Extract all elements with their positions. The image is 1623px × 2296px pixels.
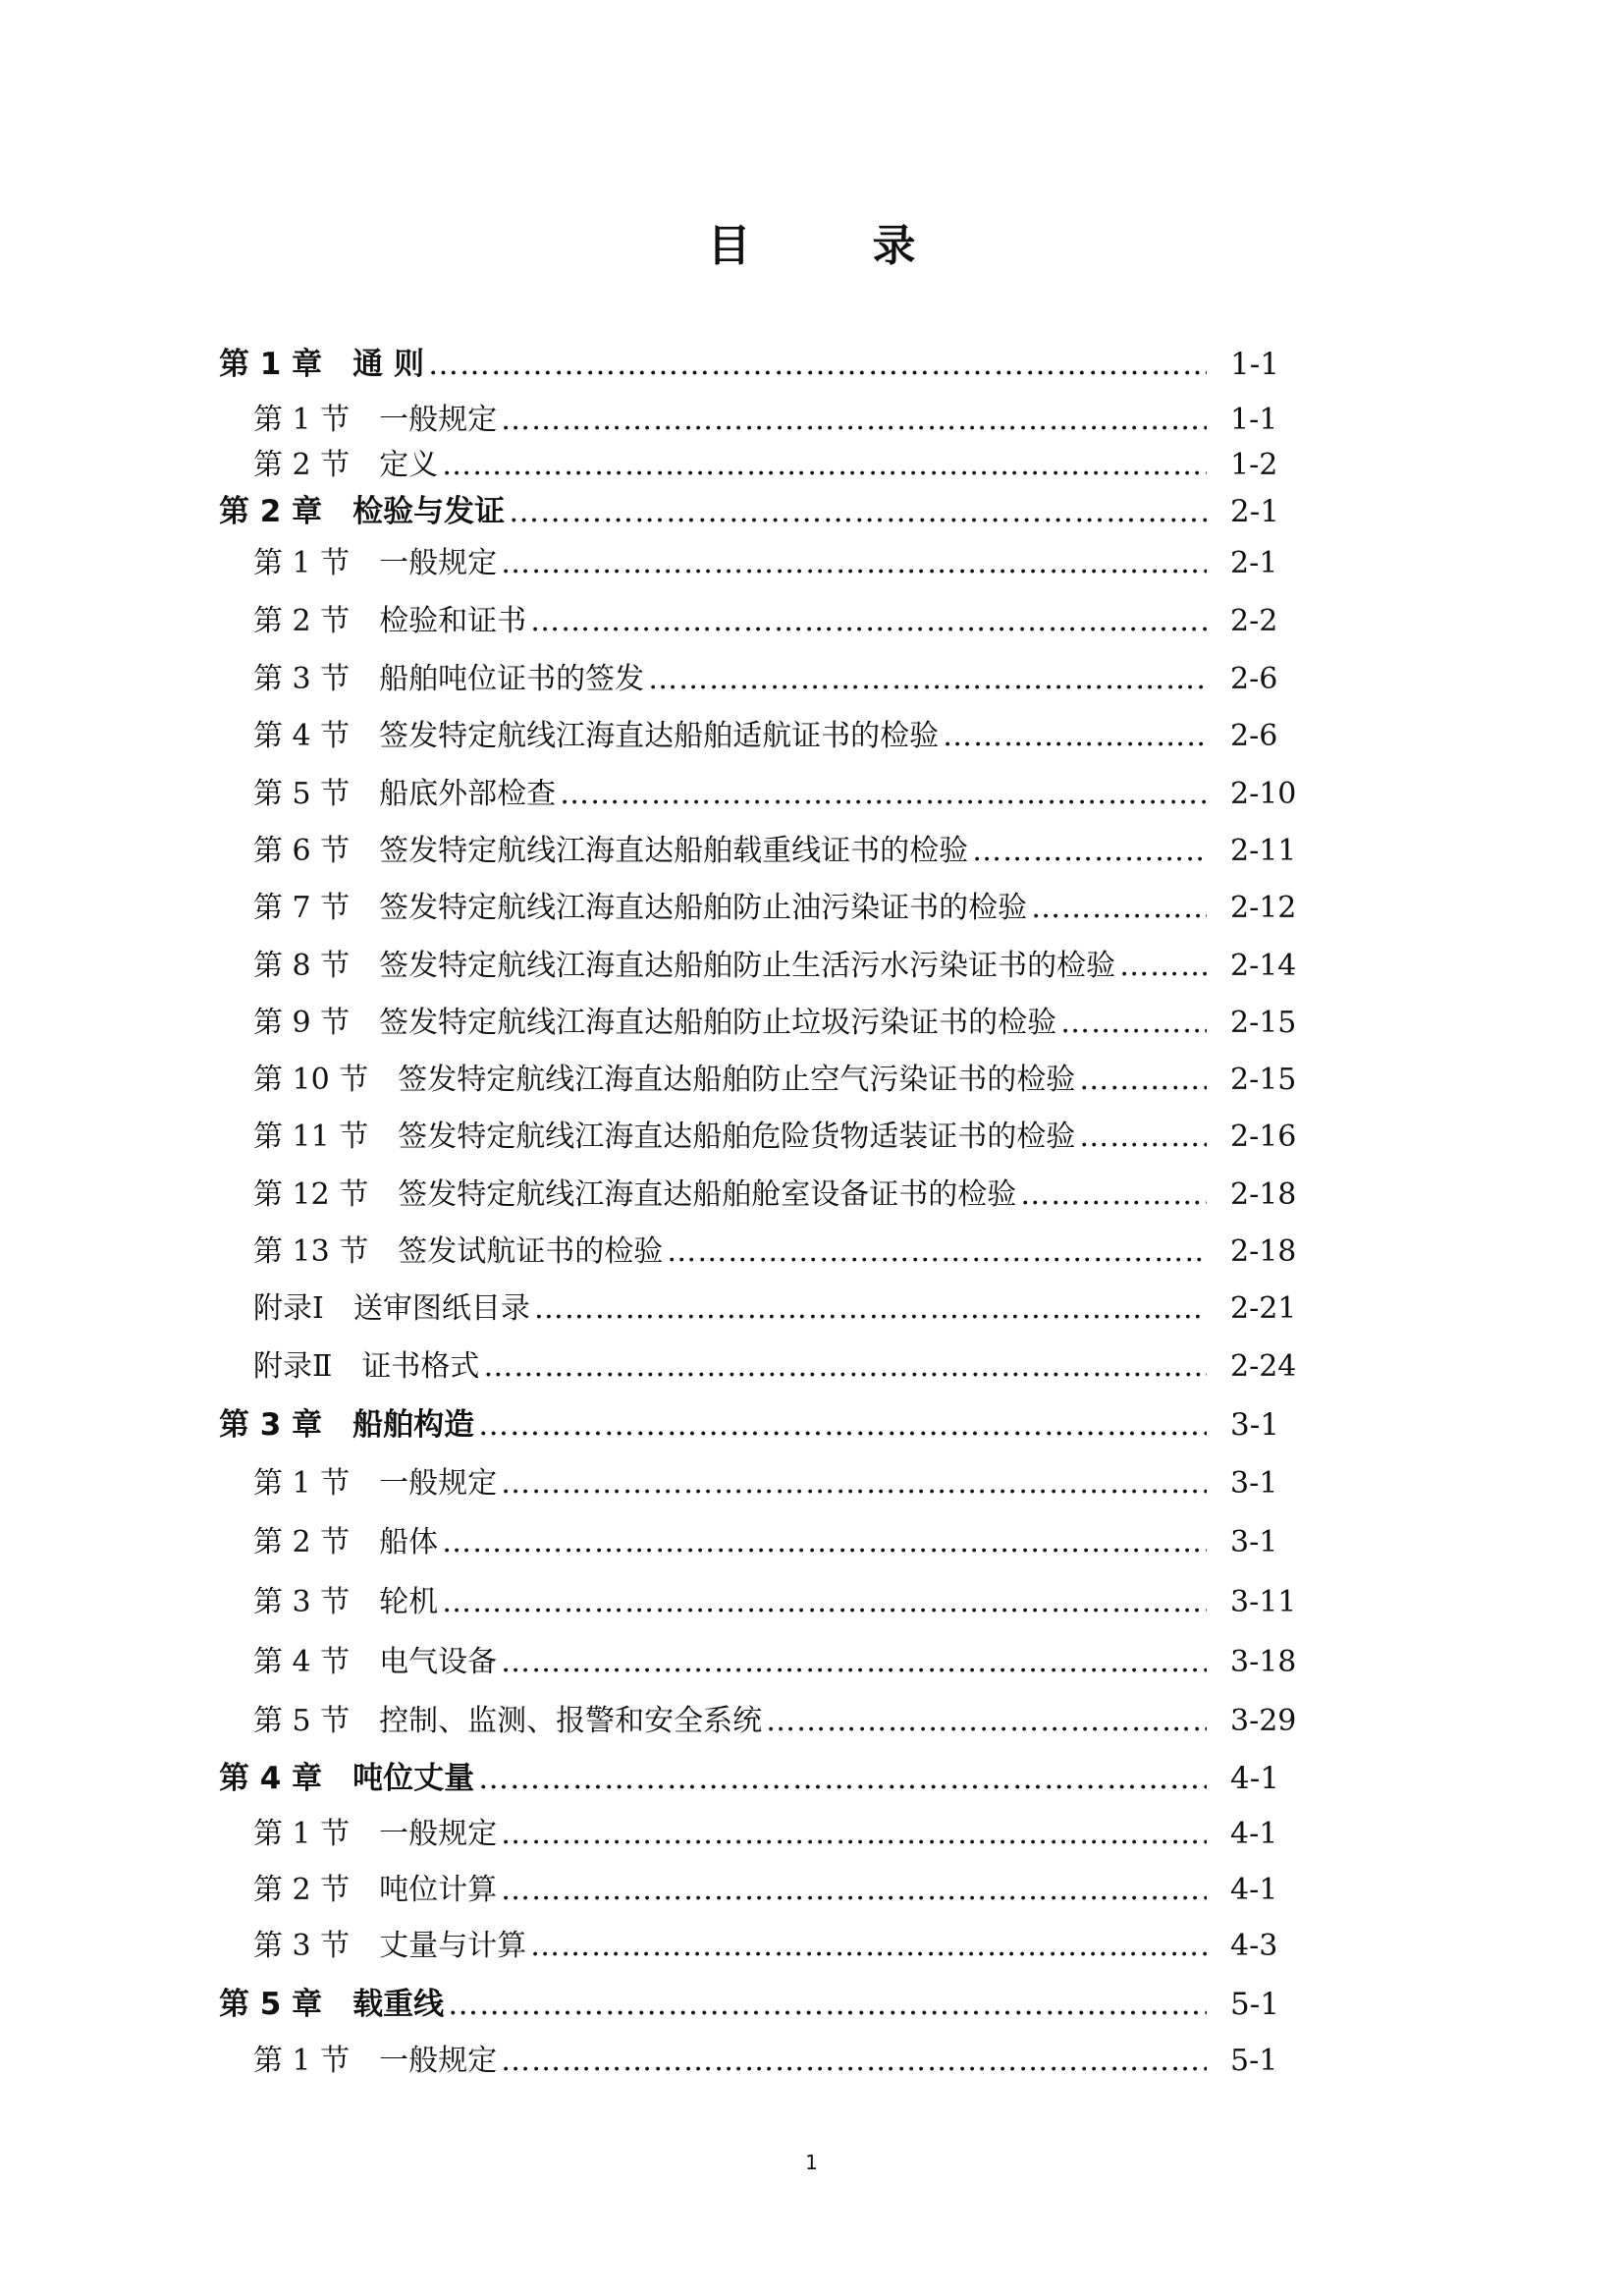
- toc-dot-leader: [1031, 891, 1207, 925]
- toc-entry-page: 3-1: [1230, 1525, 1278, 1559]
- toc-entry-page: 3-1: [1230, 1466, 1278, 1501]
- toc-section-entry[interactable]: [219, 1284, 1358, 1327]
- toc-entry-page: 3-18: [1230, 1645, 1297, 1679]
- toc-chapter-entry[interactable]: [219, 486, 1358, 530]
- toc-entry-label: 第 3 节 船舶吨位证书的签发: [253, 662, 645, 696]
- toc-entry-label: 第 1 节 一般规定: [253, 2044, 498, 2078]
- toc-chapter-entry[interactable]: [219, 1753, 1358, 1797]
- toc-dot-leader: [478, 1407, 1207, 1443]
- page-title: 目 录: [707, 221, 955, 271]
- toc-entry-page: 4-1: [1230, 1761, 1279, 1796]
- toc-section-entry[interactable]: [219, 1458, 1358, 1502]
- toc-dot-leader: [501, 1466, 1207, 1501]
- toc-entry-page: 3-29: [1230, 1704, 1297, 1738]
- toc-section-entry[interactable]: [219, 1517, 1358, 1560]
- toc-section-entry[interactable]: [219, 1865, 1358, 1908]
- toc-dot-leader: [1079, 1120, 1207, 1154]
- toc-entry-label: 第 1 节 一般规定: [253, 1817, 498, 1851]
- toc-entry-label: 第 7 节 签发特定航线江海直达船舶防止油污染证书的检验: [253, 891, 1028, 925]
- toc-dot-leader: [972, 834, 1207, 868]
- toc-dot-leader: [501, 1645, 1207, 1679]
- toc-dot-leader: [648, 662, 1207, 696]
- toc-entry-label: 第 5 节 船底外部检查: [253, 777, 557, 811]
- toc-dot-leader: [501, 1817, 1207, 1851]
- toc-entry-page: 2-24: [1230, 1349, 1297, 1384]
- toc-entry-label: 附录Ⅱ 证书格式: [253, 1349, 480, 1384]
- toc-dot-leader: [442, 1525, 1207, 1559]
- toc-entry-page: 2-14: [1230, 949, 1297, 983]
- toc-entry-label: 第 9 节 签发特定航线江海直达船舶防止垃圾污染证书的检验: [253, 1006, 1057, 1040]
- toc-dot-leader: [501, 546, 1207, 580]
- toc-entry-label: 附录Ⅰ 送审图纸目录: [253, 1291, 530, 1326]
- toc-section-entry[interactable]: [219, 711, 1358, 754]
- toc-dot-leader: [501, 1873, 1207, 1907]
- toc-section-entry[interactable]: [219, 1227, 1358, 1270]
- toc-entry-label: 第 2 节 吨位计算: [253, 1873, 498, 1907]
- toc-dot-leader: [943, 719, 1207, 753]
- toc-section-entry[interactable]: [219, 998, 1358, 1041]
- toc-section-entry[interactable]: [219, 769, 1358, 812]
- toc-entry-label: 第 2 节 定义: [253, 448, 439, 482]
- toc-section-entry[interactable]: [219, 1577, 1358, 1620]
- toc-entry-page: 2-6: [1230, 662, 1278, 696]
- toc-section-entry[interactable]: [219, 1696, 1358, 1739]
- toc-entry-label: 第 1 节 一般规定: [253, 1466, 498, 1501]
- toc-section-entry[interactable]: [219, 654, 1358, 697]
- toc-section-entry[interactable]: [219, 2036, 1358, 2079]
- toc-dot-leader: [501, 2044, 1207, 2078]
- toc-entry-page: 4-1: [1230, 1817, 1278, 1851]
- toc-entry-label: 第 2 节 检验和证书: [253, 604, 527, 638]
- toc-entry-label: 第 10 节 签发特定航线江海直达船舶防止空气污染证书的检验: [253, 1063, 1076, 1097]
- toc-entry-label: 第 3 节 轮机: [253, 1585, 439, 1619]
- toc-dot-leader: [483, 1349, 1207, 1384]
- toc-entry-page: 3-11: [1230, 1585, 1297, 1619]
- toc-dot-leader: [428, 347, 1207, 382]
- toc-section-entry[interactable]: [219, 440, 1358, 483]
- toc-dot-leader: [1020, 1177, 1207, 1212]
- toc-section-entry[interactable]: [219, 395, 1358, 438]
- toc-entry-label: 第 5 章 载重线: [219, 1987, 445, 2022]
- toc-chapter-entry[interactable]: [219, 1399, 1358, 1444]
- toc-entry-page: 2-1: [1230, 546, 1278, 580]
- toc-section-entry[interactable]: [219, 596, 1358, 639]
- toc-dot-leader: [442, 1585, 1207, 1619]
- toc-entry-page: 2-21: [1230, 1291, 1297, 1326]
- toc-entry-label: 第 3 章 船舶构造: [219, 1407, 475, 1443]
- toc-entry-page: 2-18: [1230, 1234, 1297, 1269]
- toc-dot-leader: [667, 1234, 1207, 1269]
- toc-chapter-entry[interactable]: [219, 1979, 1358, 2023]
- toc-entry-label: 第 6 节 签发特定航线江海直达船舶载重线证书的检验: [253, 834, 969, 868]
- toc-dot-leader: [1119, 949, 1207, 983]
- toc-entry-page: 2-16: [1230, 1120, 1297, 1154]
- toc-entry-page: 1-1: [1230, 347, 1279, 382]
- toc-entry-page: 2-10: [1230, 777, 1297, 811]
- toc-section-entry[interactable]: [219, 883, 1358, 926]
- toc-entry-page: 3-1: [1230, 1407, 1279, 1443]
- toc-entry-label: 第 5 节 控制、监测、报警和安全系统: [253, 1704, 763, 1738]
- toc-entry-page: 2-1: [1230, 494, 1279, 529]
- toc-entry-label: 第 12 节 签发特定航线江海直达船舶舱室设备证书的检验: [253, 1177, 1017, 1212]
- toc-entry-page: 2-2: [1230, 604, 1278, 638]
- toc-entry-page: 2-12: [1230, 891, 1297, 925]
- toc-entry-page: 1-2: [1230, 448, 1278, 482]
- toc-section-entry[interactable]: [219, 1341, 1358, 1385]
- toc-entry-label: 第 1 节 一般规定: [253, 546, 498, 580]
- toc-dot-leader: [442, 448, 1207, 482]
- toc-entry-label: 第 2 节 船体: [253, 1525, 439, 1559]
- toc-section-entry[interactable]: [219, 1637, 1358, 1680]
- page-number: 1: [805, 2151, 818, 2174]
- toc-entry-label: 第 1 章 通 则: [219, 347, 424, 382]
- toc-section-entry[interactable]: [219, 538, 1358, 581]
- toc-entry-page: 4-1: [1230, 1873, 1278, 1907]
- toc-entry-page: 1-1: [1230, 403, 1278, 437]
- toc-entry-page: 2-6: [1230, 719, 1278, 753]
- toc-section-entry[interactable]: [219, 826, 1358, 869]
- toc-entry-label: 第 11 节 签发特定航线江海直达船舶危险货物适装证书的检验: [253, 1120, 1076, 1154]
- toc-entry-label: 第 8 节 签发特定航线江海直达船舶防止生活污水污染证书的检验: [253, 949, 1116, 983]
- toc-dot-leader: [534, 1291, 1207, 1326]
- toc-section-entry[interactable]: [219, 1809, 1358, 1852]
- toc-section-entry[interactable]: [219, 1170, 1358, 1213]
- toc-entry-page: 2-11: [1230, 834, 1297, 868]
- toc-entry-page: 5-1: [1230, 2044, 1278, 2078]
- toc-dot-leader: [448, 1987, 1207, 2022]
- toc-entry-label: 第 1 节 一般规定: [253, 403, 498, 437]
- toc-dot-leader: [478, 1761, 1207, 1796]
- toc-entry-label: 第 4 节 签发特定航线江海直达船舶适航证书的检验: [253, 719, 940, 753]
- toc-dot-leader: [766, 1704, 1207, 1738]
- toc-entry-label: 第 3 节 丈量与计算: [253, 1929, 527, 1963]
- toc-entry-label: 第 13 节 签发试航证书的检验: [253, 1234, 664, 1269]
- toc-entry-page: 2-15: [1230, 1063, 1297, 1097]
- toc-dot-leader: [560, 777, 1207, 811]
- toc-entry-page: 2-18: [1230, 1177, 1297, 1212]
- toc-section-entry[interactable]: [219, 1112, 1358, 1155]
- toc-chapter-entry[interactable]: [219, 339, 1358, 383]
- toc-entry-label: 第 2 章 检验与发证: [219, 494, 506, 529]
- toc-section-entry[interactable]: [219, 941, 1358, 984]
- toc-entry-label: 第 4 章 吨位丈量: [219, 1761, 475, 1796]
- toc-dot-leader: [1079, 1063, 1207, 1097]
- toc-section-entry[interactable]: [219, 1055, 1358, 1098]
- toc-dot-leader: [509, 494, 1207, 529]
- toc-dot-leader: [1060, 1006, 1207, 1040]
- toc-dot-leader: [501, 403, 1207, 437]
- toc-section-entry[interactable]: [219, 1921, 1358, 1964]
- toc-entry-page: 4-3: [1230, 1929, 1278, 1963]
- toc-dot-leader: [530, 1929, 1207, 1963]
- toc-entry-page: 5-1: [1230, 1987, 1279, 2022]
- toc-entry-page: 2-15: [1230, 1006, 1297, 1040]
- toc-entry-label: 第 4 节 电气设备: [253, 1645, 498, 1679]
- toc-dot-leader: [530, 604, 1207, 638]
